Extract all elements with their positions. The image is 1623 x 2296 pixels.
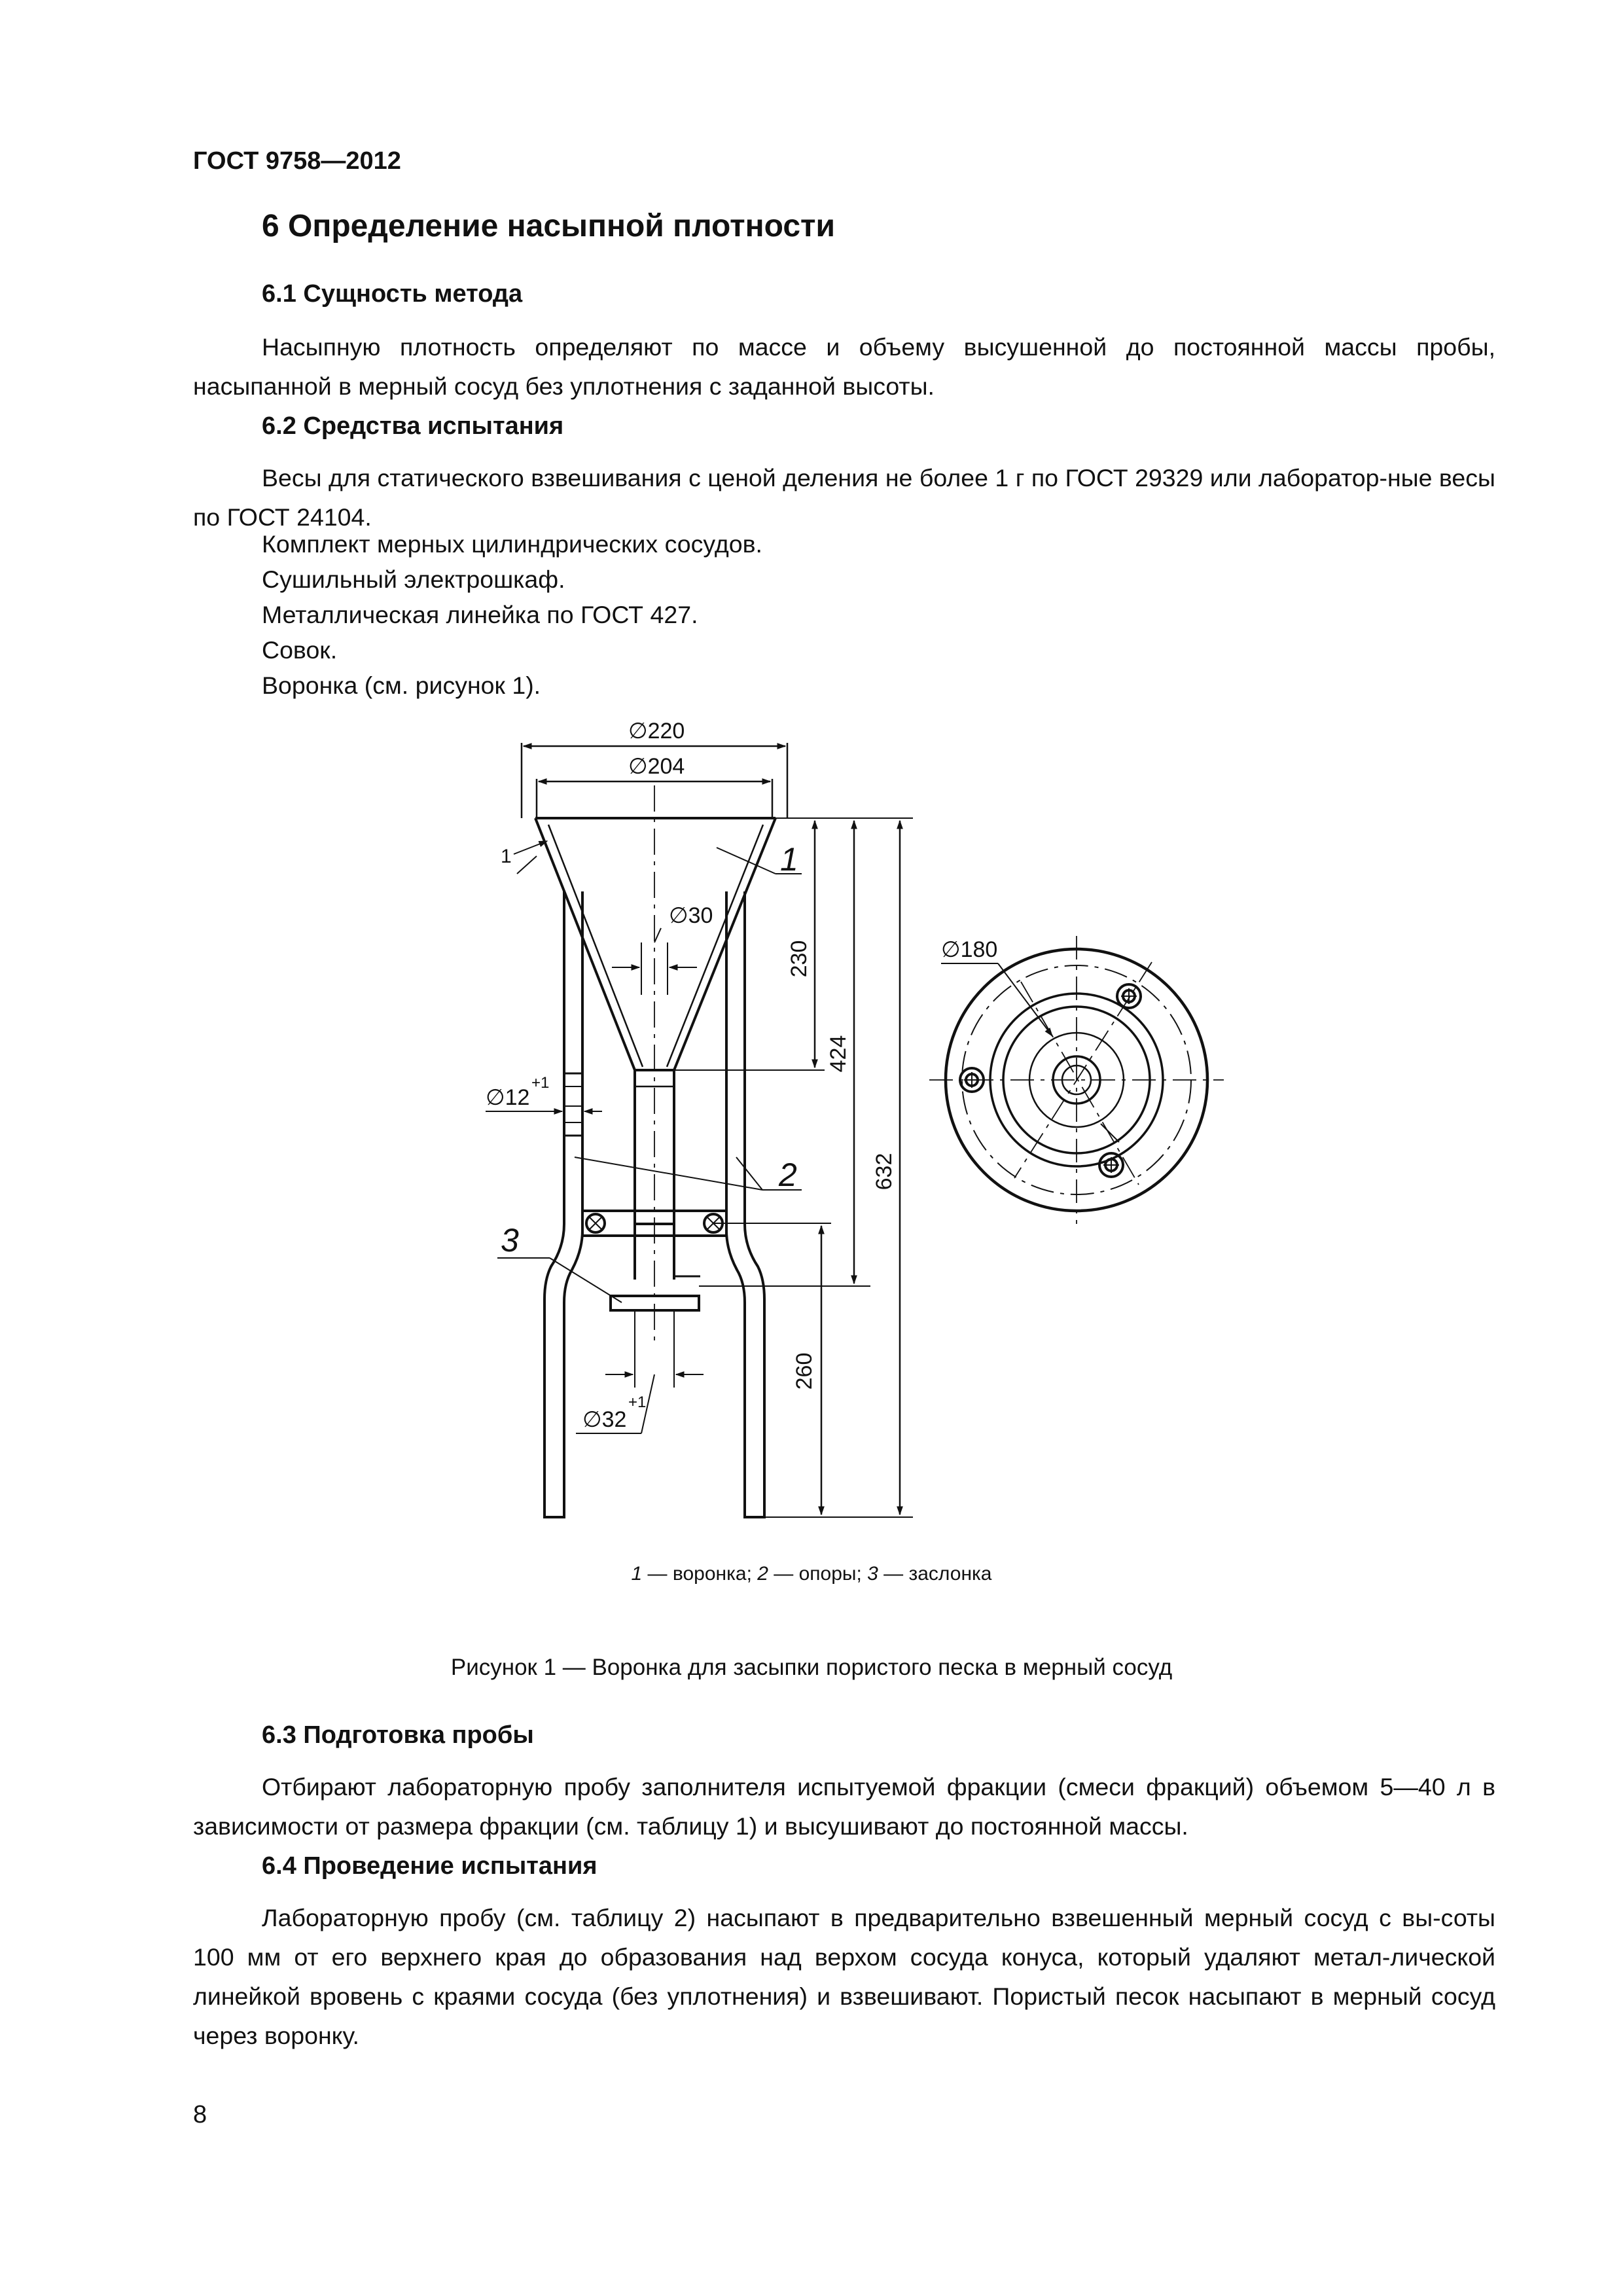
- page-number: 8: [193, 2101, 207, 2128]
- bolt-bottom-right-icon: [1099, 1153, 1123, 1177]
- section-title: 6 Определение насыпной плотности: [262, 209, 836, 243]
- equipment-item: Металлическая линейка по ГОСТ 427.: [262, 601, 698, 628]
- legend-text-2: — опоры;: [768, 1563, 868, 1585]
- subsection-heading-6-2: 6.2 Средства испытания: [262, 412, 564, 440]
- subsection-heading-6-4: 6.4 Проведение испытания: [262, 1852, 597, 1880]
- paragraph-6-3: Отбирают лабораторную пробу заполнителя испытуемой фракции (смеси фракций) объемом 5—40 л в зависимости от размера фракции (см. таблицу 1) и высушивают до постоянной массы.: [193, 1773, 1495, 1840]
- paragraph-6-2: Весы для статического взвешивания с ценой деления не более 1 г по ГОСТ 29329 или лаборатор-ные весы по ГОСТ 24104.: [193, 464, 1495, 531]
- paragraph-6-4: Лабораторную пробу (см. таблицу 2) насыпают в предварительно взвешенный мерный сосуд с вы-соты 100 мм от его верхнего края до образования над верхом сосуда конуса, который удаляют метал-лической линейкой вровень с краями сосуда (без уплотнения) и взвешивают. Пористый песок насыпают в мерный сосуд через воронку.: [193, 1904, 1495, 2049]
- paragraph-6-1: Насыпную плотность определяют по массе и объему высушенной до постоянной массы пробы, насыпанной в мерный сосуд без уплотнения с заданной высоты.: [193, 333, 1495, 400]
- dim-d204: ∅204: [628, 754, 685, 779]
- legend-text-3: — заслонка: [878, 1563, 992, 1585]
- legend-number-2: 2: [757, 1563, 768, 1585]
- dim-d32: ∅32: [582, 1407, 627, 1432]
- equipment-item: Воронка (см. рисунок 1).: [262, 672, 541, 699]
- legend-number-1: 1: [631, 1563, 643, 1585]
- dim-d12-tolerance: +1: [531, 1074, 550, 1092]
- dim-h424: 424: [826, 1035, 851, 1073]
- legend-number-3: 3: [867, 1563, 878, 1585]
- dim-h260: 260: [792, 1352, 817, 1390]
- equipment-item: Совок.: [262, 636, 338, 664]
- standard-header: ГОСТ 9758—2012: [193, 147, 401, 175]
- figure-title: Рисунок 1 — Воронка для засыпки пористого песка в мерный сосуд: [450, 1655, 1173, 1680]
- callout-3: 3: [501, 1222, 519, 1259]
- equipment-item: Комплект мерных цилиндрических сосудов.: [262, 530, 762, 558]
- dim-d220: ∅220: [628, 719, 685, 744]
- subsection-heading-6-3: 6.3 Подготовка пробы: [262, 1721, 534, 1749]
- subsection-heading-6-1: 6.1 Сущность метода: [262, 280, 523, 308]
- bolt-top-right-icon: [1117, 984, 1141, 1008]
- dim-wall-thickness: 1: [501, 846, 512, 867]
- dim-d32-tolerance: +1: [628, 1393, 647, 1411]
- dim-h230: 230: [787, 940, 812, 978]
- dim-h632: 632: [872, 1153, 897, 1191]
- legend-text-1: — воронка;: [642, 1563, 758, 1585]
- equipment-item: Сушильный электрошкаф.: [262, 565, 565, 593]
- figure-legend: [0, 1563, 1623, 1585]
- dim-d30: ∅30: [669, 903, 713, 928]
- dim-d180: ∅180: [941, 937, 998, 962]
- dim-d12: ∅12: [486, 1085, 530, 1110]
- callout-2: 2: [779, 1157, 797, 1193]
- callout-1: 1: [780, 841, 798, 878]
